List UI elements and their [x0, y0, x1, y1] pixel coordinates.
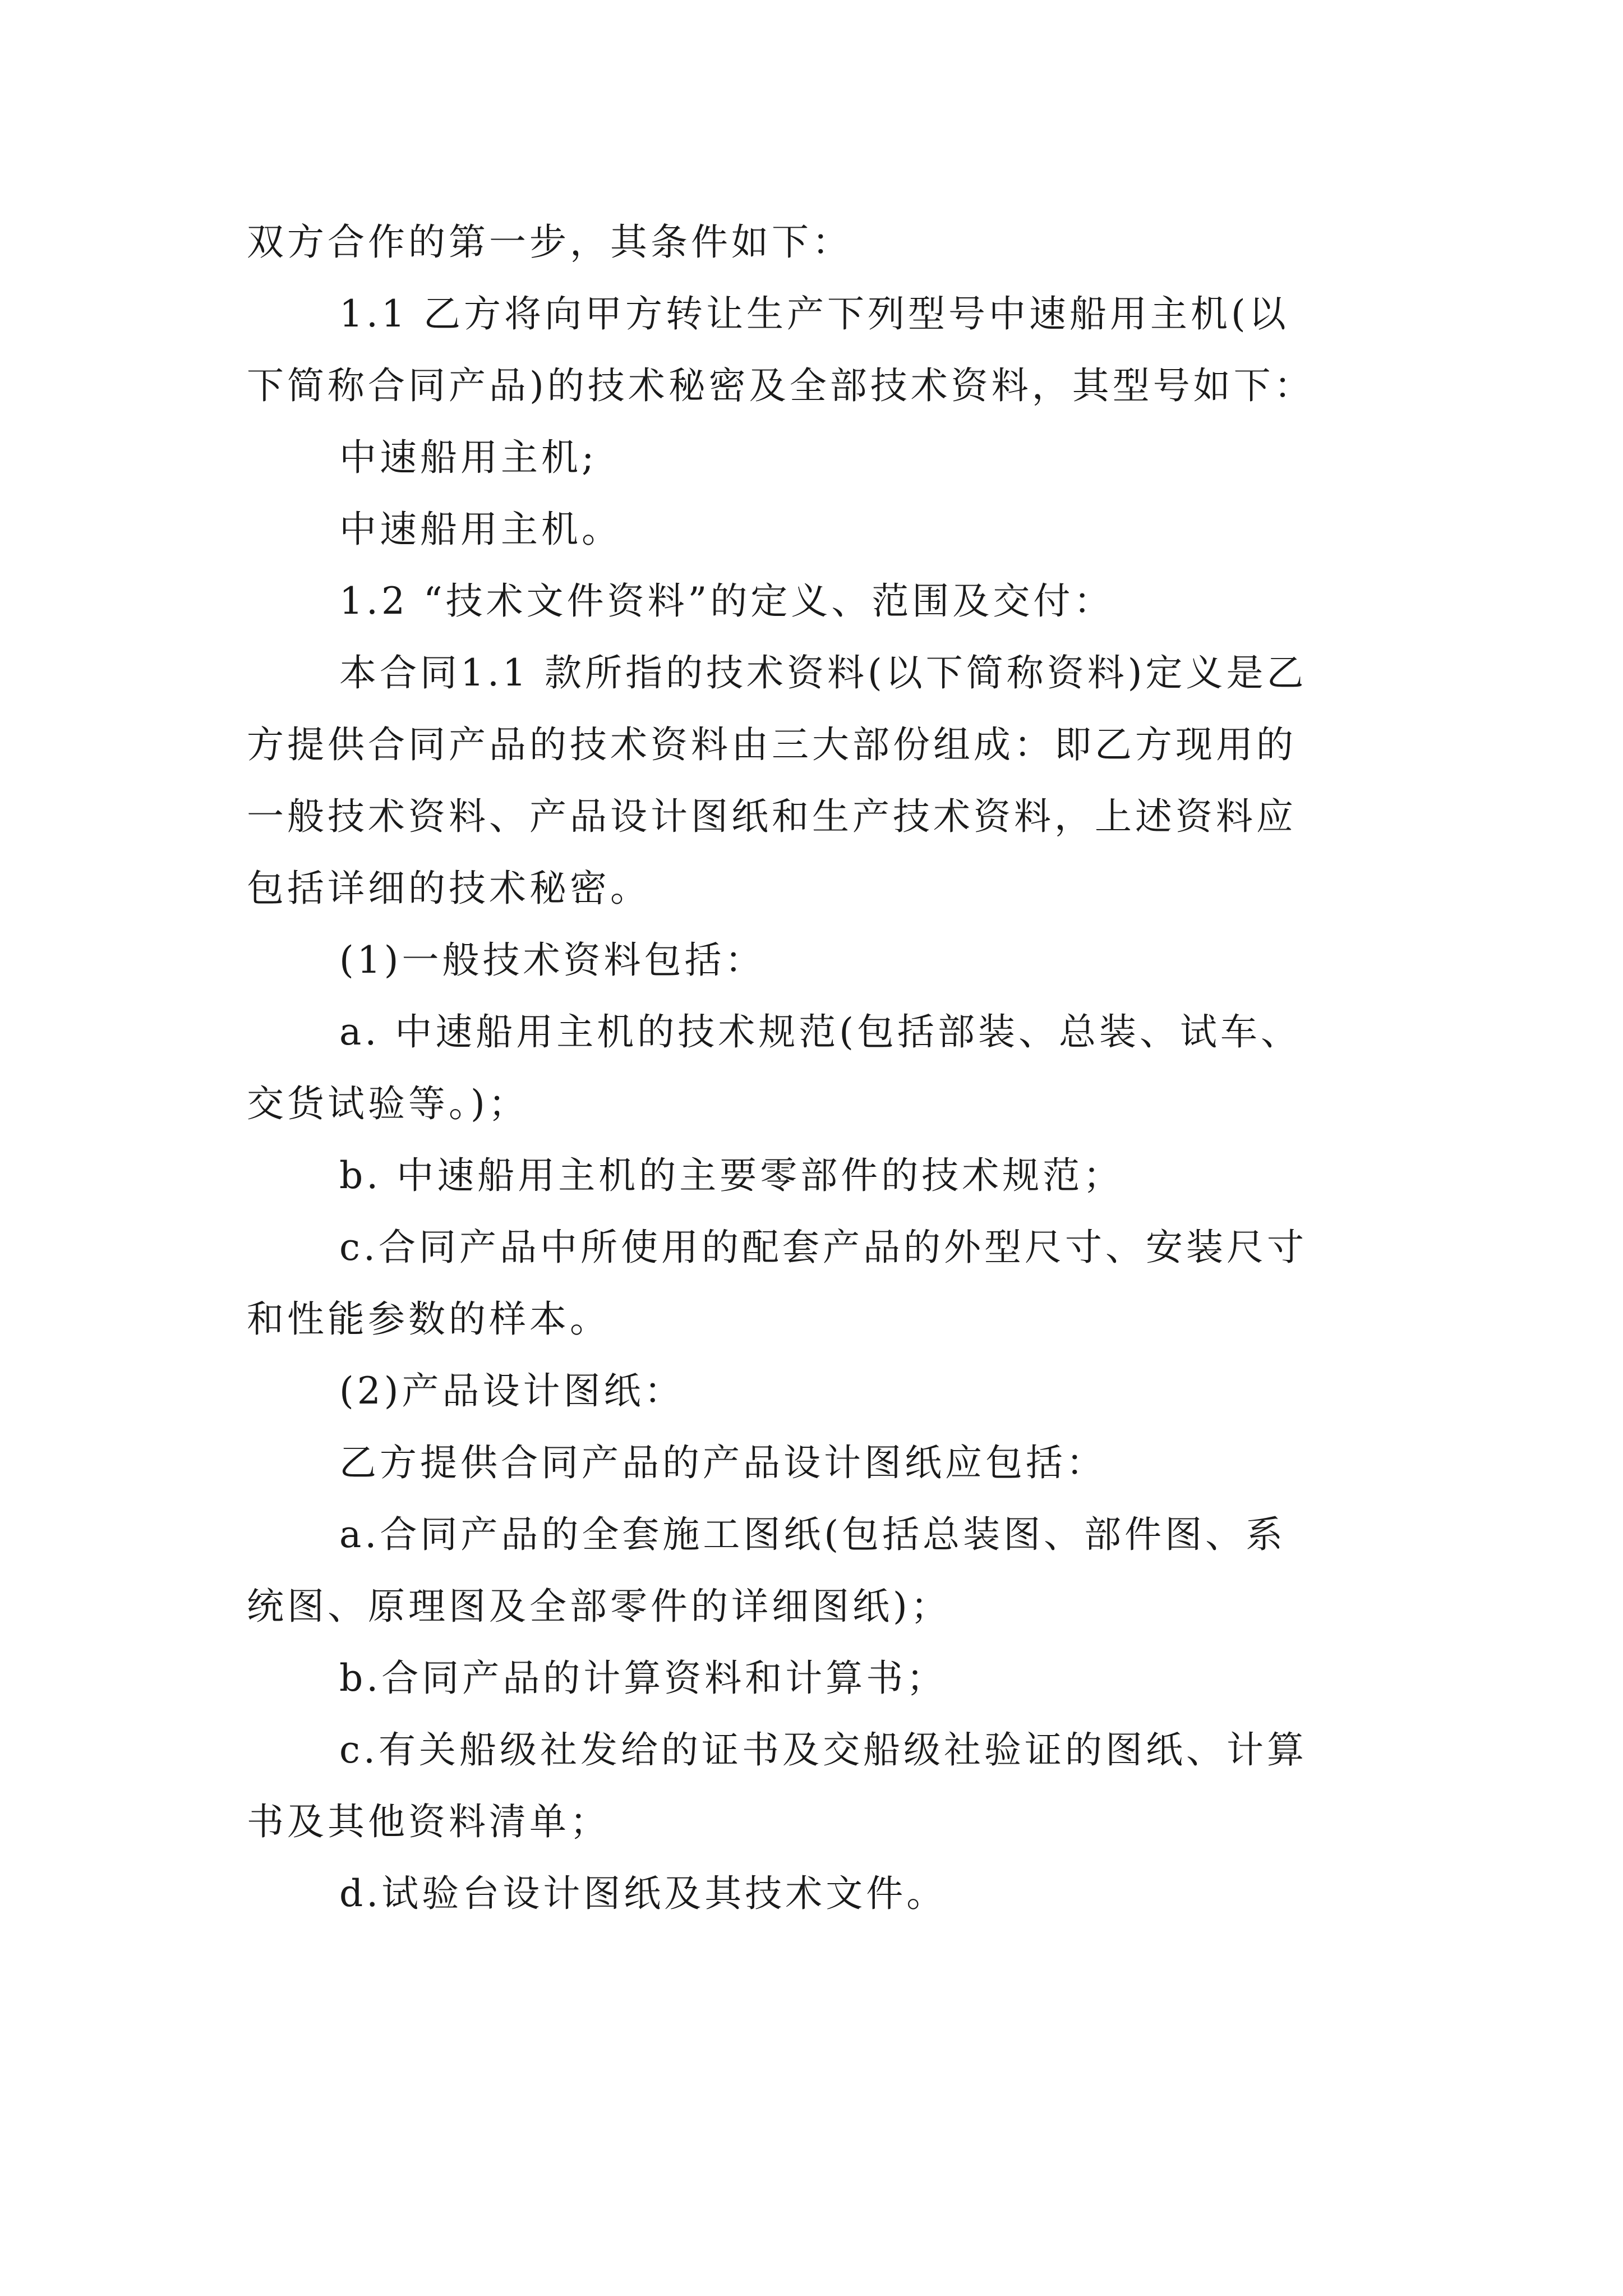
body-line-21: b.合同产品的计算资料和计算书；	[339, 1657, 947, 1700]
body-line-12: a. 中速船用主机的技术规范(包括部装、总装、试车、	[339, 1010, 1302, 1053]
body-line-9: 一般技术资料、产品设计图纸和生产技术资料，上述资料应	[247, 795, 1297, 838]
body-line-7: 本合同1.1 款所指的技术资料(以下简称资料)定义是乙	[339, 651, 1307, 694]
body-line-23: 书及其他资料清单；	[247, 1800, 610, 1843]
body-line-10: 包括详细的技术秘密。	[247, 867, 651, 910]
body-line-6: 1.2 “技术文件资料”的定义、范围及交付：	[339, 579, 1114, 623]
body-line-16: 和性能参数的样本。	[247, 1297, 610, 1341]
body-line-1: 双方合作的第一步，其条件如下：	[247, 220, 852, 264]
body-line-19: a.合同产品的全套施工图纸(包括总装图、部件图、系	[339, 1513, 1287, 1556]
body-line-24: d.试验台设计图纸及其技术文件。	[339, 1872, 947, 1915]
body-line-17: (2)产品设计图纸：	[339, 1369, 685, 1412]
body-line-15: c.合同产品中所使用的配套产品的外型尺寸、安装尺寸	[339, 1226, 1307, 1269]
body-line-8: 方提供合同产品的技术资料由三大部份组成：即乙方现用的	[247, 723, 1297, 766]
body-line-13: 交货试验等。)；	[247, 1082, 529, 1125]
body-line-3: 下简称合同产品)的技术秘密及全部技术资料，其型号如下：	[247, 364, 1315, 407]
body-line-22: c.有关船级社发给的证书及交船级社验证的图纸、计算	[339, 1728, 1307, 1772]
body-line-4: 中速船用主机;	[339, 436, 598, 479]
body-line-20: 统图、原理图及全部零件的详细图纸)；	[247, 1585, 951, 1628]
body-line-5: 中速船用主机。	[339, 508, 622, 551]
body-line-18: 乙方提供合同产品的产品设计图纸应包括：	[339, 1441, 1106, 1484]
body-line-11: (1)一般技术资料包括：	[339, 938, 766, 982]
body-line-2: 1.1 乙方将向甲方转让生产下列型号中速船用主机(以	[339, 292, 1289, 335]
document-page	[247, 206, 1402, 1930]
body-line-14: b. 中速船用主机的主要零部件的技术规范；	[339, 1154, 1124, 1197]
